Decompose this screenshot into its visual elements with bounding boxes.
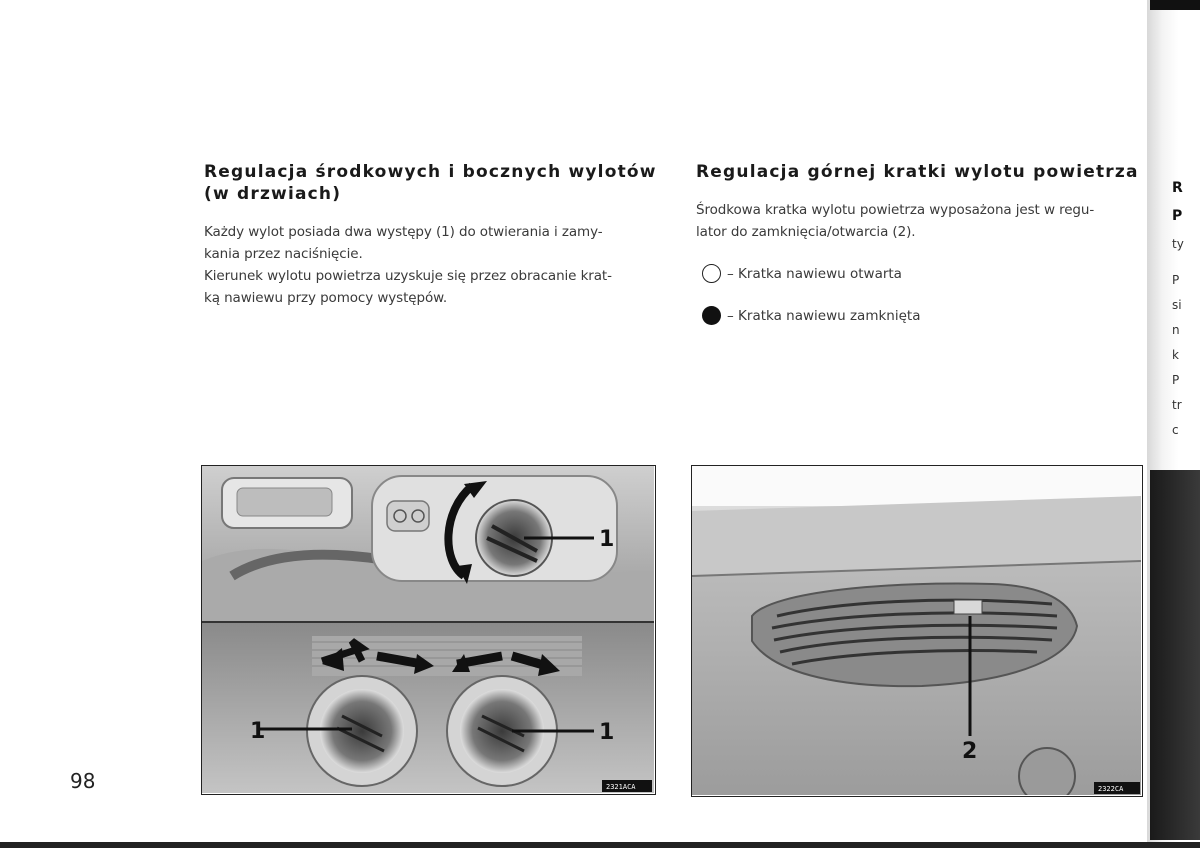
open-circle-icon xyxy=(702,264,721,283)
next-page-fragment: c xyxy=(1172,423,1179,437)
figure-code: 2321ACA xyxy=(606,783,636,791)
next-page-fragment: n xyxy=(1172,323,1180,337)
next-page-fragment: k xyxy=(1172,348,1179,362)
legend-open-label: – Kratka nawiewu otwarta xyxy=(727,265,902,282)
next-page-fragment: si xyxy=(1172,298,1182,312)
next-page-fragment: tr xyxy=(1172,398,1182,412)
next-page-fragment: P xyxy=(1172,373,1180,387)
callout-top: 1 xyxy=(599,527,615,552)
legend-closed-label: – Kratka nawiewu zamknięta xyxy=(727,307,921,324)
next-page-fragment: R xyxy=(1172,180,1183,196)
paragraph-line: Każdy wylot posiada dwa występy (1) do otwierania i zamy- xyxy=(204,224,603,240)
figure-code: 2322CA xyxy=(1098,785,1124,793)
section-heading-side-vents xyxy=(204,161,664,205)
heading-line: Regulacja górnej kratki wylotu powietrza xyxy=(696,162,1139,182)
spine-shadow-top xyxy=(1150,0,1200,10)
next-page-fragment: ty xyxy=(1172,237,1184,251)
page-number: 98 xyxy=(70,769,96,793)
side-vents-paragraph xyxy=(204,221,664,309)
heading-line-2: (w drzwiach) xyxy=(204,184,342,204)
legend-open xyxy=(702,264,902,283)
center-vent-left xyxy=(320,689,404,773)
figure-top-vent xyxy=(691,465,1143,797)
callout-bottom-left: 1 xyxy=(250,719,266,744)
callout-regulator: 2 xyxy=(962,739,978,764)
vent-regulator xyxy=(954,600,982,614)
side-vents-illustration xyxy=(202,466,654,793)
paragraph-line: Środkowa kratka wylotu powietrza wyposażona jest w regu- xyxy=(696,202,1095,218)
filled-circle-icon xyxy=(702,306,721,325)
figure-side-vents xyxy=(201,465,656,795)
paragraph-line: lator do zamknięcia/otwarcia (2). xyxy=(696,224,916,240)
spine-shadow-bottom xyxy=(1150,470,1200,840)
paragraph-line: ką nawiewu przy pomocy występów. xyxy=(204,290,448,306)
page-bottom-edge xyxy=(0,842,1200,848)
callout-bottom-right: 1 xyxy=(599,720,615,745)
heading-line-1: Regulacja środkowych i bocznych wylotów xyxy=(204,162,657,182)
legend-closed xyxy=(702,306,920,325)
paragraph-line: kania przez naciśnięcie. xyxy=(204,246,363,262)
top-vent-paragraph xyxy=(696,199,1146,243)
next-page-fragment: P xyxy=(1172,208,1183,224)
paragraph-line: Kierunek wylotu powietrza uzyskuje się przez obracanie krat- xyxy=(204,268,612,284)
section-heading-top-vent xyxy=(696,161,1146,183)
next-page-fragment: P xyxy=(1172,273,1180,287)
top-vent-illustration xyxy=(692,466,1141,795)
